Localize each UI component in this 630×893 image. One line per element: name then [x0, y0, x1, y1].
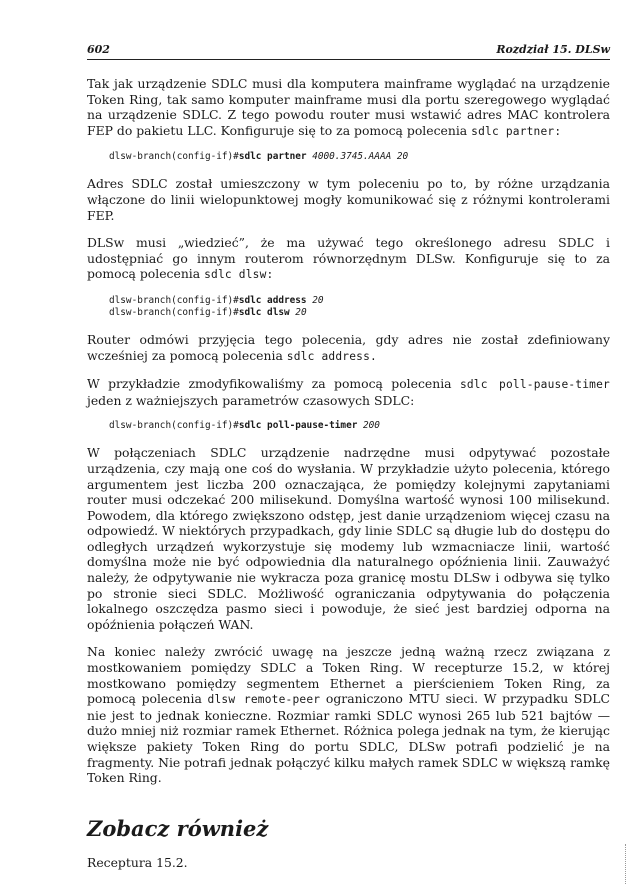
- paragraph-5: W przykładzie zmodyfikowaliśmy za pomocą polecenia sdlc poll-pause-timer jeden z ważniejszych parametrów czasowych SDLC:: [87, 376, 610, 408]
- paragraph-2: Adres SDLC został umieszczony w tym poleceniu po to, by różne urządzania włączone do linii wielopunktowej mogły komunikować się z różnymi kontrolerami FEP.: [87, 176, 610, 223]
- inline-command: sdlc partner:: [471, 124, 562, 138]
- section-heading: Zobacz również: [87, 815, 269, 841]
- paragraph-6: W połączeniach SDLC urządzenie nadrzędne musi odpytywać pozostałe urządzenia, czy mają one coś do wysłania. W przykładzie użyto polecenia, którego argumentem jest liczba 200 oznaczająca, że pomiędzy kolejnymi zapytaniami router musi odczekać 200 milisekund. Domyślna wartość wynosi 100 milisekund. Powodem, dla którego zwiększono odstęp, jest danie urządzeniom więcej czasu na odpowiedź. W niektórych przypadkach, gdy linie SDLC są długie lub do dostępu do odległych urządzeń wykorzystuje się modemy lub wzmacniacze linii, wartość domyślna może nie być odpowiednia dla naturalnego opóźnienia linii. Zauważyć należy, że odpytywanie nie wykracza poza granicę mostu DLSw i odbywa się tylko po stronie sieci SDLC. Możliwość ograniczania odpytywania do połączenia lokalnego oszczędza pasmo sieci i powoduje, że sieć jest bardziej odporna na opóźnienia połączeń WAN.: [87, 445, 610, 632]
- code-block-2: dlsw-branch(config-if)#sdlc address 20 dlsw-branch(config-if)#sdlc dlsw 20: [109, 294, 324, 318]
- code-block-3: dlsw-branch(config-if)#sdlc poll-pause-timer 200: [109, 420, 380, 432]
- page-number: 602: [87, 43, 110, 56]
- inline-command: sdlc address.: [286, 349, 377, 363]
- margin-mark: [623, 844, 626, 884]
- paragraph-1: Tak jak urządzenie SDLC musi dla komputera mainframe wyglądać na urządzenie Token Ring, tak samo komputer mainframe musi dla portu szeregowego wyglądać na urządzenie SDLC. Z tego powodu router musi wstawić adres MAC kontrolera FEP do pakietu LLC. Konfiguruje się to za pomocą polecenia sdlc partner:: [87, 76, 610, 138]
- inline-command: dlsw remote-peer: [207, 693, 321, 707]
- code-block-1: dlsw-branch(config-if)#sdlc partner 4000.3745.AAAA 20: [109, 151, 409, 163]
- paragraph-4: Router odmówi przyjęcia tego polecenia, gdy adres nie został zdefiniowany wcześniej za pomocą polecenia sdlc address.: [87, 331, 610, 363]
- inline-command: sdlc poll-pause-timer: [459, 378, 610, 392]
- running-header: [87, 41, 610, 60]
- section-text: Receptura 15.2.: [87, 854, 188, 870]
- page-body: [87, 76, 610, 882]
- paragraph-7: Na koniec należy zwrócić uwagę na jeszcze jedną ważną rzecz związana z mostkowaniem pomiędzy SDLC a Token Ring. W recepturze 15.2, w której mostkowano pomiędzy segmentem Ethernet a pierścieniem Token Ring, za pomocą polecenia dlsw remote-peer ograniczono MTU sieci. W przypadku SDLC nie jest to jednak konieczne. Rozmiar ramki SDLC wynosi 265 lub 521 bajtów — dużo mniej niż rozmiar ramek Ethernet. Różnica polega jednak na tym, że kierując większe pakiety Token Ring do portu SDLC, DLSw potrafi podzielić je na fragmenty. Nie potrafi jednak połączyć kilku małych ramek SDLC w większą ramkę Token Ring.: [87, 644, 610, 786]
- inline-command: sdlc dlsw:: [204, 268, 274, 282]
- paragraph-3: DLSw musi „wiedzieć”, że ma używać tego określonego adresu SDLC i udostępniać go innym routerom równorzędnym DLSw. Konfiguruje się to za pomocą polecenia sdlc dlsw:: [87, 235, 610, 282]
- chapter-title: Rozdział 15. DLSw: [496, 43, 610, 56]
